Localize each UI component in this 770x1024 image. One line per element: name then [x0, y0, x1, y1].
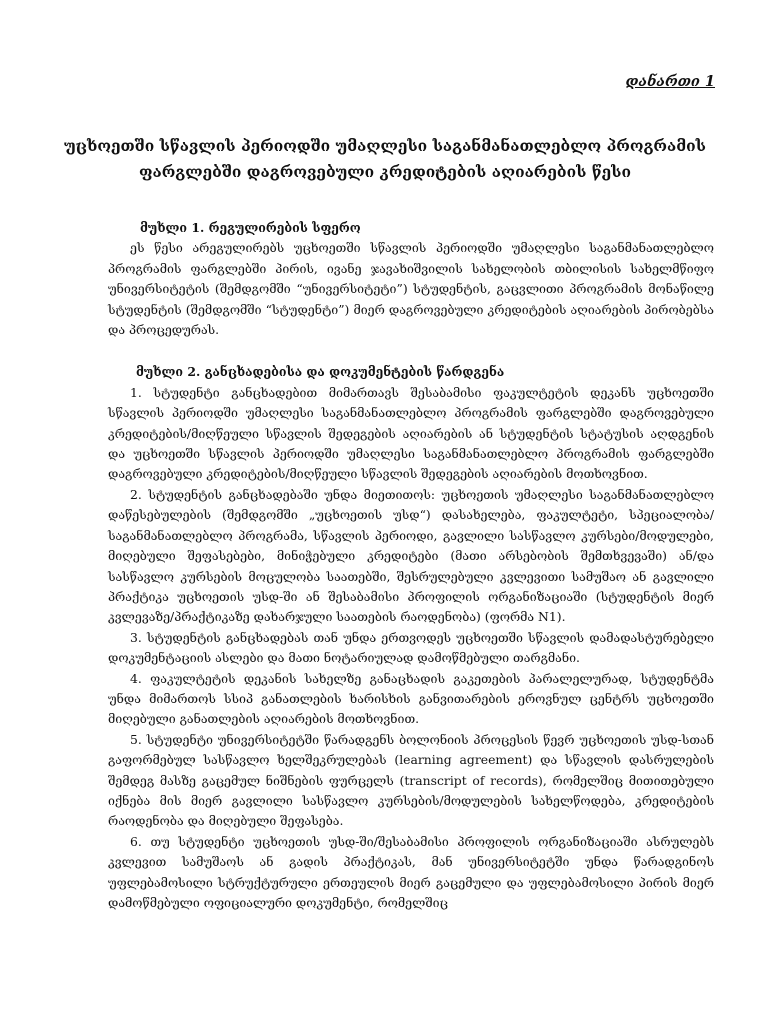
- article-2-paragraph-5: 5. სტუდენტი უნივერსიტეტში წარადგენს ბოლონიის პროცესის წევრ უცხოეთის უსდ-სთან გაფორმებულ სასწავლო ხელშეკრულებას (learning agreement) და სწავლის დასრულების შემდეგ მასზე გაცემულ ნიშნების ფურცელს (transcript of records), რომელშიც მითითებული იქნება მის მიერ გავლილი სასწავლო კურსების/მოდულების სახელწოდება, კრედიტების რაოდენობა და მიღებული შეფასება.: [108, 731, 714, 829]
- document-title: [60, 133, 710, 185]
- document-body: [108, 218, 714, 913]
- article-2-paragraph-1: 1. სტუდენტი განცხადებით მიმართავს შესაბამისი ფაკულტეტის დეკანს უცხოეთში სწავლის პერიოდში უმაღლესი საგანმანათლებლო პროგრამის ფარგლებში დაგროვებული კრედიტების/მიღწეული სწავლის შედეგების აღიარების ან სტუდენტის სტატუსის აღდგენის და უცხოეთში სწავლის პერიოდში უმაღლესი საგანმანათლებლო პროგრამის ფარგლებში დაგროვებული კრედიტების/მიღწეული სწავლის შედეგების აღიარების მოთხოვნით.: [108, 384, 714, 482]
- section-gap: [108, 340, 714, 362]
- article-2-paragraph-3: 3. სტუდენტის განცხადებას თან უნდა ერთვოდეს უცხოეთში სწავლის დამადასტურებელი დოკუმენტაციის ასლები და მათი ნოტარიულად დამოწმებული თარგმანი.: [108, 629, 714, 666]
- article-2-paragraph-4: 4. ფაკულტეტის დეკანის სახელზე განაცხადის გაკეთების პარალელურად, სტუდენტმა უნდა მიმართოს სსიპ განათლების ხარისხის განვითარების ეროვნულ ცენტრს უცხოეთში მიღებული განათლების აღიარების მოთხოვნით.: [108, 670, 714, 727]
- article-1-text: ეს წესი არეგულირებს უცხოეთში სწავლის პერიოდში უმაღლესი საგანმანათლებლო პროგრამის ფარგლებში პირის, ივანე ჯავახიშვილის სახელობის თბილისის სახელმწიფო უნივერსიტეტის (შემდგომში “უნივერსიტეტი”) სტუდენტის, გაცვლითი პროგრამის მონაწილე სტუდენტის (შემდგომში “სტუდენტი”) მიერ დაგროვებული კრედიტების აღიარების პირობებსა და პროცედურას.: [108, 240, 714, 338]
- article-1-heading: მუხლი 1. რეგულირების სფერო: [140, 220, 361, 235]
- article-2-paragraph-2: 2. სტუდენტის განცხადებაში უნდა მიეთითოს: უცხოეთის უმაღლესი საგანმანათლებლო დაწესებულების (შემდგომში „უცხოეთის უსდ“) დასახელება, ფაკულტეტი, სპეციალობა/საგანმანათლებლო პროგრამა, სწავლის პერიოდი, გავლილი სასწავლო კურსები/მოდულები, მიღებული შეფასებები, მინიჭებული კრედიტები (მათი არსებობის შემთხვევაში) ან/და სასწავლო კურსების მოცულობა საათებში, შესრულებული კვლევითი სამუშაო ან გავლილი პრაქტიკა უცხოეთის უსდ-ში ან შესაბამისი პროფილის ორგანიზაციაში (სტუდენტის მიერ კვლევაზე/პრაქტიკაზე დახარჯული საათების რაოდენობა) (ფორმა N1).: [108, 486, 714, 625]
- article-2-paragraph-6: 6. თუ სტუდენტი უცხოეთის უსდ-ში/შესაბამისი პროფილის ორგანიზაციაში ასრულებს კვლევით სამუშაოს ან გადის პრაქტიკას, მან უნივერსიტეტში უნდა წარადგინოს უფლებამოსილი სტრუქტურული ერთეულის მიერ გაცემული და უფლებამოსილი პირის მიერ დამოწმებული ოფიციალური დოკუმენტი, რომელშიც: [108, 833, 714, 910]
- annex-label: დანართი 1: [625, 73, 715, 90]
- article-2-heading: მუხლი 2. განცხადებისა და დოკუმენტების წარდგენა: [136, 364, 505, 380]
- title-line-1: უცხოეთში სწავლის პერიოდში უმაღლესი საგანმანათლებლო პროგრამის: [64, 136, 706, 155]
- title-line-2: ფარგლებში დაგროვებული კრედიტების აღიარების წესი: [139, 162, 631, 181]
